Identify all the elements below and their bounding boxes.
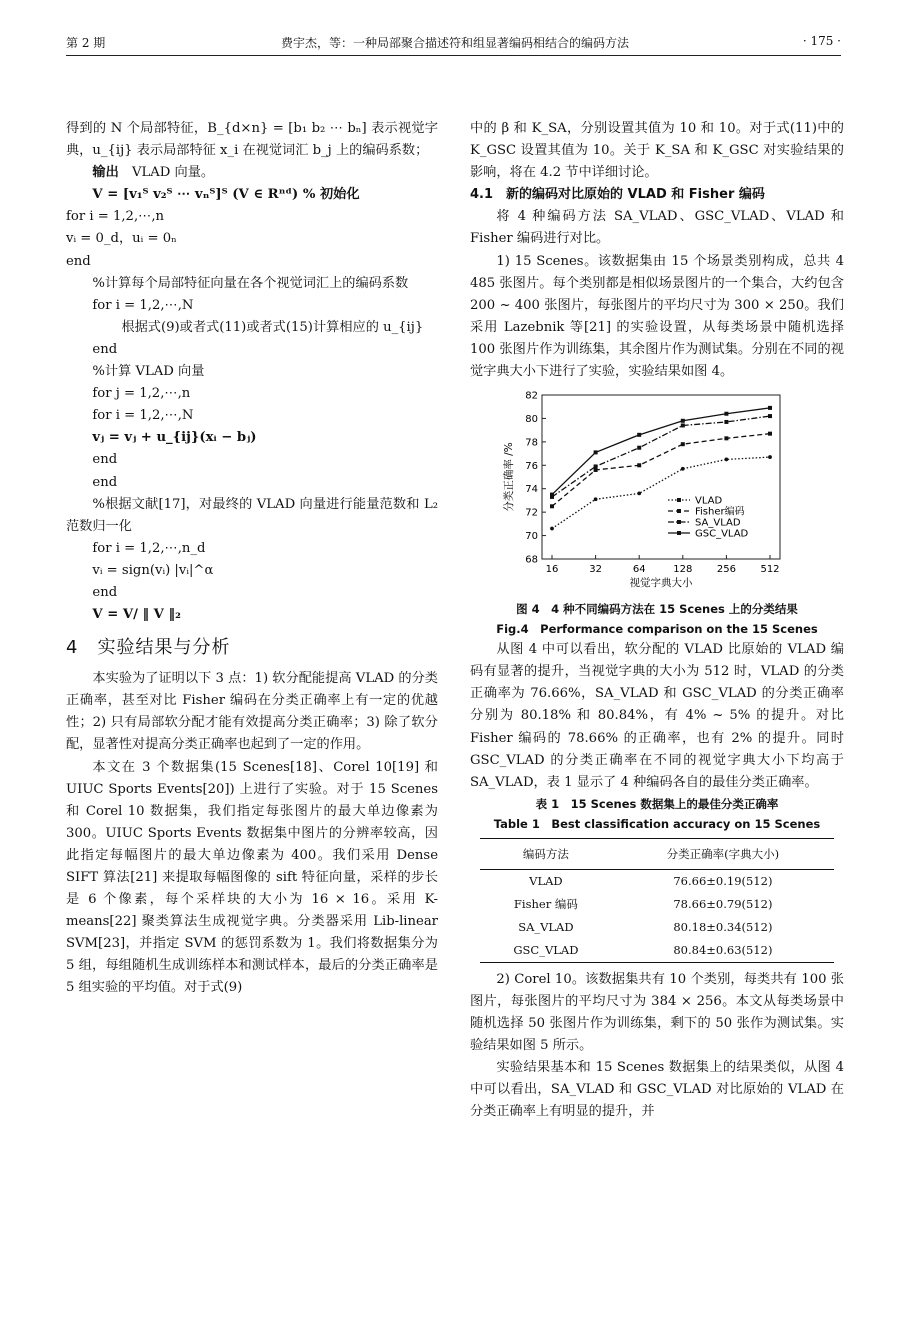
paragraph: 实验结果基本和 15 Scenes 数据集上的结果类似，从图 4 中可以看出，SA_VLAD 和 GSC_VLAD 对比原始的 VLAD 在分类正确率上有明显的提升，并 bbox=[470, 1060, 844, 1120]
header-page-number: · 175 · bbox=[802, 34, 841, 48]
table-cell: 78.66±0.79(512) bbox=[673, 896, 773, 911]
table-header-row bbox=[480, 838, 834, 869]
algorithm-line: end bbox=[66, 253, 91, 269]
table-header-cell: 编码方法 bbox=[480, 838, 612, 869]
right-column bbox=[470, 118, 844, 1124]
data-point bbox=[550, 527, 554, 531]
output-text: VLAD 向量。 bbox=[131, 165, 215, 181]
algorithm-line: for i = 1,2,⋯,n bbox=[66, 209, 165, 225]
x-axis-label: 视觉字典大小 bbox=[629, 577, 693, 590]
x-tick-label: 128 bbox=[673, 564, 693, 576]
table-row bbox=[480, 939, 834, 963]
algorithm-init: V = [v₁ᵀ v₂ᵀ ⋯ vₙᵀ]ᵀ (V ∈ Rⁿᵈ) % 初始化 bbox=[92, 187, 360, 203]
table-cell: SA_VLAD bbox=[518, 919, 574, 934]
table-row bbox=[480, 893, 834, 916]
table-cell: GSC_VLAD bbox=[480, 939, 612, 963]
table-cell: VLAD bbox=[529, 873, 563, 888]
header-title: 费宇杰，等：一种局部聚合描述符和组显著编码相结合的编码方法 bbox=[280, 36, 629, 50]
legend-marker bbox=[677, 509, 681, 513]
data-point bbox=[550, 493, 554, 497]
table-cell: 76.66±0.19(512) bbox=[673, 873, 773, 888]
algorithm-line: for j = 1,2,⋯,n bbox=[92, 386, 191, 402]
y-tick-label: 68 bbox=[525, 554, 538, 566]
paragraph: 1) 15 Scenes。该数据集由 15 个场景类别构成，总共 4 485 张图片。每个类别都是相似场景图片的一个集合，大约包含 200 ~ 400 张图片，每张图片的平均尺寸为 300 × 250。我们采用 Lazebnik 等[21] 的实验设置，从每类场景中随机选择 100 张图片作为训练集，其余图片作为测试集。分别在不同的视觉字典大小下进行了实验，实验结果如图 4。 bbox=[470, 253, 844, 380]
figure-caption-en: Fig.4 Performance comparison on the 15 Scenes bbox=[496, 622, 818, 637]
x-tick-label: 256 bbox=[716, 564, 736, 576]
algorithm-line: vᵢ = sign(vᵢ) |vᵢ|^α bbox=[92, 562, 214, 578]
data-point bbox=[724, 436, 728, 440]
x-tick-label: 64 bbox=[632, 564, 646, 576]
x-tick-label: 16 bbox=[545, 564, 559, 576]
y-tick-label: 70 bbox=[525, 531, 538, 543]
subsection-heading: 4.1 新的编码对比原始的 VLAD 和 Fisher 编码 bbox=[470, 187, 765, 203]
algorithm-line: end bbox=[92, 341, 118, 357]
legend-label: Fisher编码 bbox=[695, 506, 745, 518]
algorithm-line: 根据式(9)或者式(11)或者式(15)计算相应的 u_{ij} bbox=[121, 319, 424, 335]
series-line-fisher编码 bbox=[552, 434, 770, 507]
y-tick-label: 74 bbox=[525, 484, 538, 496]
algorithm-line: for i = 1,2,⋯,n_d bbox=[92, 540, 206, 556]
legend-marker bbox=[677, 531, 681, 535]
data-point bbox=[768, 414, 772, 418]
data-point bbox=[681, 424, 685, 428]
y-tick-label: 72 bbox=[525, 507, 538, 519]
algorithm-line: vⱼ = vⱼ + u_{ij}(xᵢ − bⱼ) bbox=[92, 430, 257, 446]
legend-label: GSC_VLAD bbox=[695, 528, 749, 540]
data-point bbox=[768, 406, 772, 410]
paragraph: 得到的 N 个局部特征，B_{d×n} = [b₁ b₂ ⋯ bₙ] 表示视觉字典，u_{ij} 表示局部特征 x_i 在视觉词汇 b_j 上的编码系数； bbox=[66, 121, 438, 159]
algorithm-line: for i = 1,2,⋯,N bbox=[92, 297, 194, 313]
data-point bbox=[594, 465, 598, 469]
x-tick-label: 512 bbox=[760, 564, 780, 576]
y-tick-label: 78 bbox=[525, 437, 538, 449]
data-point bbox=[724, 412, 728, 416]
results-table bbox=[480, 838, 834, 963]
data-point bbox=[550, 504, 554, 508]
data-point bbox=[637, 446, 641, 450]
data-point bbox=[768, 455, 772, 459]
table-cell: 80.84±0.63(512) bbox=[612, 939, 834, 963]
paragraph: 本文在 3 个数据集(15 Scenes[18]、Corel 10[19] 和 UIUC Sports Events[20]) 上进行了实验。对于 15 Scenes 和 Corel 10 数据集，我们指定每张图片的最大单边像素为 300。UIUC Sports Events 数据集中图片的分辨率较高，因此指定每幅图片的最大单边像素为 400。我们采用 Dense SIFT 算法[21] 来提取每幅图像的 sift 特征向量，采样的步长是 6 个像素，每个采样块的大小为 16 × 16。采用 K-means[22] 聚类算法生成视觉字典。分类器采用 Lib-linear SVM[23]，并指定 SVM 的惩罚系数为 1。我们将数据集分为 5 组，每组随机生成训练样本和测试样本，最后的分类正确率是 5 组实验的平均值。对于式(9) bbox=[66, 759, 438, 996]
table-header-cell: 分类正确率(字典大小) bbox=[612, 838, 834, 869]
legend-marker bbox=[677, 498, 681, 502]
paragraph: 本实验为了证明以下 3 点：1) 软分配能提高 VLAD 的分类正确率，甚至对比 Fisher 编码在分类正确率上有一定的优越性；2) 只有局部软分配才能有效提高分类正确率；3) 除了软分配，显著性对提高分类正确率也起到了一定的作用。 bbox=[66, 671, 438, 753]
data-point bbox=[681, 442, 685, 446]
table-cell: 80.18±0.34(512) bbox=[673, 919, 773, 934]
table-caption-cn: 表 1 15 Scenes 数据集上的最佳分类正确率 bbox=[535, 796, 779, 811]
y-tick-label: 82 bbox=[525, 390, 538, 402]
output-label: 输出 bbox=[92, 165, 119, 181]
data-point bbox=[594, 468, 598, 472]
y-tick-label: 80 bbox=[525, 414, 538, 426]
table-row bbox=[480, 916, 834, 939]
left-column bbox=[66, 118, 438, 1000]
algorithm-line: end bbox=[92, 474, 118, 490]
paragraph: 2) Corel 10。该数据集共有 10 个类别，每类共有 100 张图片，每张图片的平均尺寸为 384 × 256。本文从每类场景中随机选择 50 张图片作为训练集，剩下的 50 张作为测试集。实验结果如图 5 所示。 bbox=[470, 971, 844, 1054]
data-point bbox=[637, 433, 641, 437]
x-tick-label: 32 bbox=[589, 564, 602, 576]
algorithm-line: vᵢ = 0_d，uᵢ = 0ₙ bbox=[66, 231, 177, 247]
data-point bbox=[681, 419, 685, 423]
y-tick-label: 76 bbox=[525, 460, 538, 472]
paragraph: 中的 β 和 K_SA，分别设置其值为 10 和 10。对于式(11)中的 K_GSC 设置其值为 10。关于 K_SA 和 K_GSC 对实验结果的影响，将在 4.2 节中详细讨论。 bbox=[470, 121, 844, 181]
algorithm-line: end bbox=[92, 452, 118, 468]
table-caption-en: Table 1 Best classification accuracy on 15 Scenes bbox=[493, 816, 821, 831]
table-row bbox=[480, 869, 834, 893]
data-point bbox=[594, 497, 598, 501]
data-point bbox=[724, 420, 728, 424]
y-axis-label: 分类正确率 /% bbox=[503, 442, 515, 512]
data-point bbox=[681, 467, 685, 471]
section-heading: 4 实验结果与分析 bbox=[66, 637, 231, 659]
algorithm-line: end bbox=[92, 584, 118, 600]
data-point bbox=[725, 458, 729, 462]
algorithm-line: V = V/ ‖ V ‖₂ bbox=[92, 607, 181, 623]
algorithm-comment: %计算每个局部特征向量在各个视觉词汇上的编码系数 bbox=[92, 275, 409, 291]
data-point bbox=[637, 492, 641, 496]
legend-label: SA_VLAD bbox=[695, 517, 741, 529]
algorithm-comment: %计算 VLAD 向量 bbox=[92, 364, 205, 380]
line-chart bbox=[488, 387, 818, 597]
data-point bbox=[594, 451, 598, 455]
paragraph: 将 4 种编码方法 SA_VLAD、GSC_VLAD、VLAD 和 Fisher 编码进行对比。 bbox=[470, 209, 844, 247]
legend-marker bbox=[677, 520, 681, 524]
header-rule bbox=[66, 55, 841, 56]
algorithm-comment: %根据文献[17]，对最终的 VLAD 向量进行能量范数和 L₂ 范数归一化 bbox=[66, 496, 438, 534]
paragraph: 从图 4 中可以看出，软分配的 VLAD 比原始的 VLAD 编码有显著的提升，当视觉字典的大小为 512 时，VLAD 的分类正确率为 76.66%，SA_VLAD 和 GSC_VLAD 的分类正确率分别为 80.18% 和 80.84%，有 4% ~ 5% 的提升。对比 Fisher 编码的 78.66% 的正确率，也有 2% 的提升。同时 GSC_VLAD 的分类正确率在不同的视觉字典大小下均高于 SA_VLAD，表 1 显示了 4 种编码各自的最佳分类正确率。 bbox=[470, 642, 844, 790]
legend-label: VLAD bbox=[695, 495, 723, 507]
algorithm-output bbox=[66, 162, 438, 184]
algorithm-line: for i = 1,2,⋯,N bbox=[92, 408, 194, 424]
data-point bbox=[768, 432, 772, 436]
data-point bbox=[637, 463, 641, 467]
header-issue: 第 2 期 bbox=[66, 36, 106, 50]
figure-caption-cn: 图 4 4 种不同编码方法在 15 Scenes 上的分类结果 bbox=[516, 602, 798, 617]
table-cell: Fisher 编码 bbox=[513, 896, 578, 911]
